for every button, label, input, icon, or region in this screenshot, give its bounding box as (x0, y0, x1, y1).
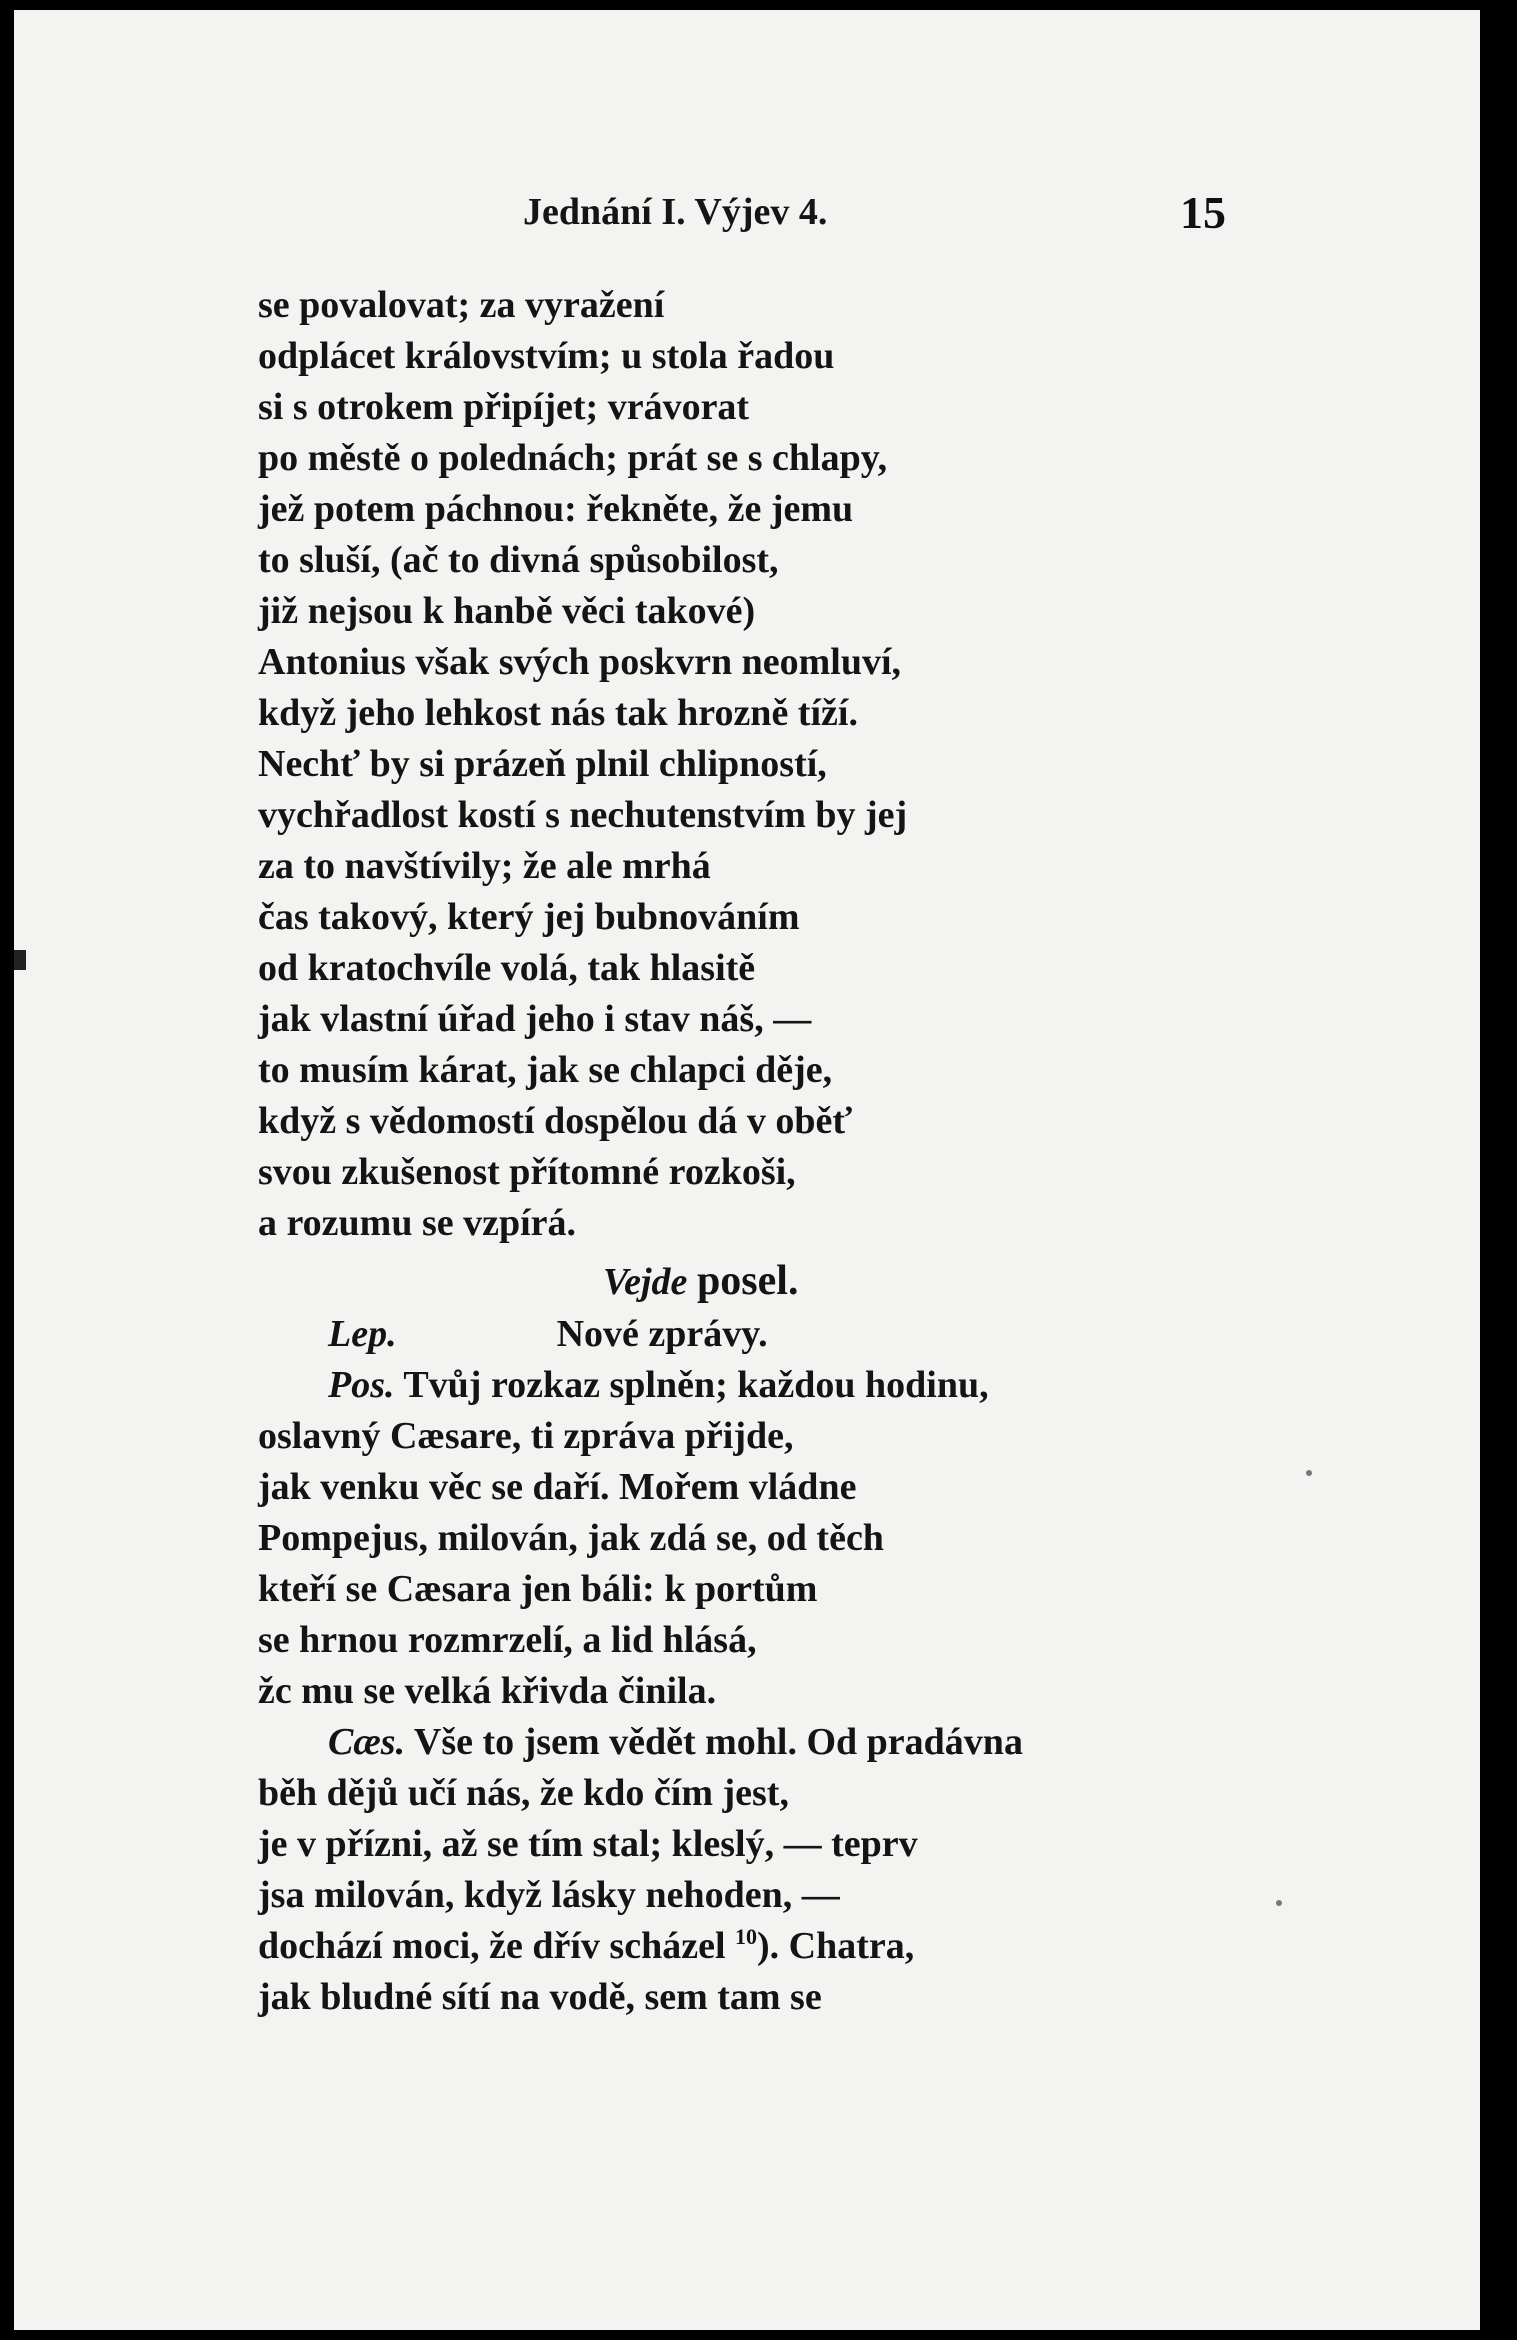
verse-line: Pompejus, milován, jak zdá se, od těch (258, 1517, 884, 1559)
verse-line: si s otrokem připíjet; vrávorat (258, 386, 750, 428)
verse-line: oslavný Cæsare, ti zpráva přijde, (258, 1415, 794, 1457)
verse-text-part: ). Chatra, (757, 1925, 915, 1967)
verse-line: jak bludné sítí na vodě, sem tam se (258, 1976, 822, 2018)
speaker-label: Cæs. (328, 1721, 406, 1763)
verse-line: čas takový, který jej bubnováním (258, 896, 800, 938)
verse-line: a rozumu se vzpírá. (258, 1202, 577, 1244)
verse-line: jsa milován, když lásky nehoden, — (258, 1874, 840, 1916)
verse-line: se hrnou rozmrzelí, a lid hlásá, (258, 1619, 757, 1661)
page-number: 15 (1180, 187, 1226, 238)
page-header (14, 187, 1480, 250)
footnote-reference[interactable]: 10 (735, 1924, 758, 1949)
verse-line: když jeho lehkost nás tak hrozně tíží. (258, 692, 858, 734)
book-page (14, 10, 1480, 2330)
running-head: Jednání I. Výjev 4. (523, 191, 828, 233)
verse-line: se povalovat; za vyražení (258, 284, 665, 326)
stage-direction-subject: posel. (696, 1258, 799, 1304)
verse-line: jak vlastní úřad jeho i stav náš, — (258, 998, 812, 1040)
speech-lepidus (258, 1309, 1438, 1360)
verse-text-part: dochází moci, že dřív scházel (258, 1925, 726, 1967)
stage-direction (258, 1249, 1438, 1309)
speaker-label: Pos. (328, 1364, 395, 1406)
verse-line-with-footnote (258, 1921, 1438, 1972)
verse-line: Nechť by si prázeň plnil chlipností, (258, 743, 827, 785)
verse-line: jak venku věc se daří. Mořem vládne (258, 1466, 857, 1508)
speech-posel-first-line (258, 1360, 1438, 1411)
verse-line: to sluší, (ač to divná spůsobilost, (258, 539, 779, 581)
verse-line: vychřadlost kostí s nechutenstvím by jej (258, 794, 908, 836)
speech-text: Nové zprávy. (556, 1313, 768, 1355)
verse-line: žc mu se velká křivda činila. (258, 1670, 717, 1712)
speech-caesar-first-line (258, 1717, 1438, 1768)
verse-line: po městě o polednách; prát se s chlapy, (258, 437, 888, 479)
verse-line: jež potem páchnou: řekněte, že jemu (258, 488, 854, 530)
verse-line: kteří se Cæsara jen báli: k portům (258, 1568, 818, 1610)
verse-line: Antonius však svých poskvrn neomluví, (258, 641, 902, 683)
speech-text: Vše to jsem vědět mohl. Od pradávna (413, 1721, 1023, 1763)
page-edge-mark (14, 950, 26, 970)
verse-line: běh dějů učí nás, že kdo čím jest, (258, 1772, 789, 1814)
verse-line: odplácet královstvím; u stola řadou (258, 335, 835, 377)
verse-line: za to navštívily; že ale mrhá (258, 845, 711, 887)
speaker-label: Lep. (328, 1313, 397, 1355)
verse-line: již nejsou k hanbě věci takové) (258, 590, 756, 632)
verse-line: když s vědomostí dospělou dá v oběť (258, 1100, 853, 1142)
verse-line: je v přízni, až se tím stal; kleslý, — teprv (258, 1823, 918, 1865)
stage-direction-verb: Vejde (603, 1261, 688, 1303)
verse-line: to musím kárat, jak se chlapci děje, (258, 1049, 833, 1091)
verse-line: svou zkušenost přítomné rozkoši, (258, 1151, 796, 1193)
verse-line: od kratochvíle volá, tak hlasitě (258, 947, 756, 989)
speech-text: Tvůj rozkaz splněn; každou hodinu, (403, 1364, 989, 1406)
verse-text (258, 280, 1438, 2023)
